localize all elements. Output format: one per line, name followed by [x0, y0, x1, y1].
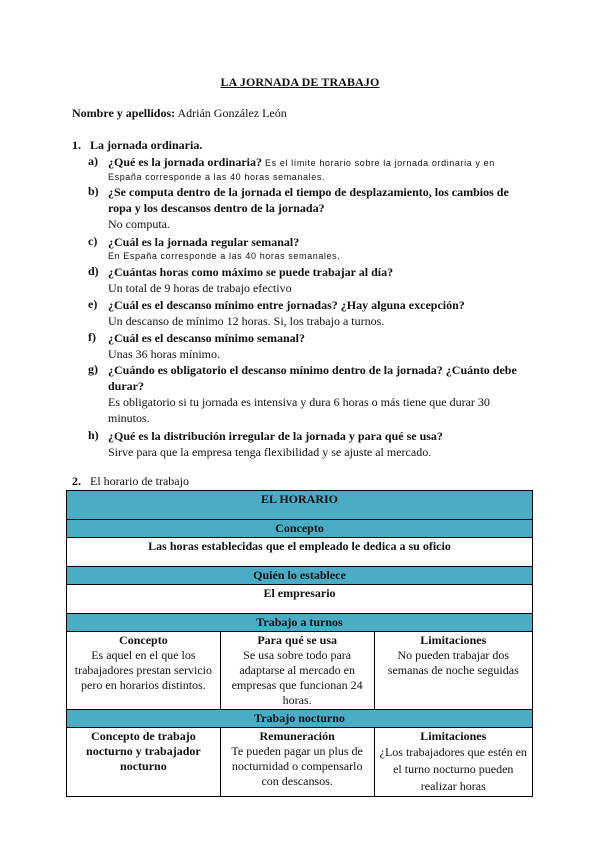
answer-f: Unas 36 horas mínimo.	[108, 347, 220, 361]
nocturno-remuneracion-cell	[220, 728, 374, 797]
section-1-heading: 1. La jornada ordinaria.	[72, 138, 203, 152]
answer-c: En España corresponde a las 40 horas semanales.	[108, 251, 341, 261]
answer-h: Sirve para que la empresa tenga flexibilidad y se ajuste al mercado.	[108, 445, 432, 459]
answer-a: España corresponde a las 40 horas semanales.	[108, 172, 326, 182]
quien-header: Quién lo establece	[67, 567, 533, 585]
question-b-text: ¿Se computa dentro de la jornada el tiempo de desplazamiento, los cambios de ropa y los descansos dentro de la jornada?	[108, 185, 509, 215]
question-f-text: ¿Cuál es el descanso mínimo semanal?	[108, 331, 306, 345]
answer-e: Un descanso de mínimo 12 horas. Si, los trabajo a turnos.	[108, 314, 385, 328]
question-g: g) ¿Cuándo es obligatorio el descanso mínimo dentro de la jornada? ¿Cuánto debe durar? Es obligatorio si tu jornada es intensiva y dura 6 horas o más tiene que durar 30 minutos.	[88, 362, 517, 425]
name-label: Nombre y apellidos:	[72, 106, 176, 120]
turnos-limitaciones-cell	[374, 632, 532, 710]
nocturno-header: Trabajo nocturno	[67, 710, 533, 728]
question-a-text: ¿Qué es la jornada ordinaria?	[108, 155, 263, 169]
name-line	[72, 106, 287, 121]
question-c-text: ¿Cuál es la jornada regular semanal?	[108, 235, 300, 249]
nocturno-limitaciones-cell	[374, 728, 532, 797]
question-b: b) ¿Se computa dentro de la jornada el tiempo de desplazamiento, los cambios de ropa y los descansos dentro de la jornada? No computa.	[88, 184, 518, 232]
horario-table	[66, 490, 533, 797]
answer-b: No computa.	[108, 217, 170, 231]
section-2-heading: 2. El horario de trabajo	[72, 474, 189, 488]
question-h-text: ¿Qué es la distribución irregular de la jornada y para qué se usa?	[108, 429, 443, 443]
name-value: Adrián González León	[177, 106, 287, 120]
turnos-header: Trabajo a turnos	[67, 614, 533, 632]
answer-a-inline: Es el límite horario sobre la jornada ordinaria y en	[265, 158, 495, 168]
question-c: c) ¿Cuál es la jornada regular semanal? En España corresponde a las 40 horas semanales.	[88, 234, 518, 262]
turnos-uso-cell	[220, 632, 374, 710]
turnos-limitaciones-title: Limitaciones	[420, 633, 487, 647]
horario-main-header: EL HORARIO	[67, 491, 533, 520]
turnos-limitaciones-text: No pueden trabajar dos semanas de noche seguidas	[387, 648, 519, 677]
question-h: h) ¿Qué es la distribución irregular de la jornada y para qué se usa? Sirve para que la empresa tenga flexibilidad y se ajuste al mercado.	[88, 428, 518, 460]
question-d-text: ¿Cuántas horas como máximo se puede trabajar al día?	[108, 265, 394, 279]
question-a: a) ¿Qué es la jornada ordinaria? Es el límite horario sobre la jornada ordinaria y en España corresponde a las 40 horas semanales.	[88, 154, 518, 183]
answer-g: Es obligatorio si tu jornada es intensiva y dura 6 horas o más tiene que durar 30 minutos.	[108, 395, 490, 425]
nocturno-concepto-title: Concepto de trabajo nocturno y trabajador nocturno	[86, 729, 201, 773]
turnos-uso-title: Para qué se usa	[257, 633, 337, 647]
concepto-header: Concepto	[67, 520, 533, 538]
answer-d: Un total de 9 horas de trabajo efectivo	[108, 281, 292, 295]
concepto-value: Las horas establecidas que el empleado le dedica a su oficio	[67, 538, 533, 567]
quien-value: El empresario	[67, 585, 533, 614]
question-e-text: ¿Cuál es el descanso mínimo entre jornadas? ¿Hay alguna excepción?	[108, 298, 465, 312]
question-g-text: ¿Cuándo es obligatorio el descanso mínimo dentro de la jornada? ¿Cuánto debe durar?	[108, 363, 517, 393]
turnos-concepto-title: Concepto	[119, 633, 168, 647]
turnos-concepto-cell	[67, 632, 221, 710]
document-title: LA JORNADA DE TRABAJO	[220, 75, 380, 89]
nocturno-limitaciones-title: Limitaciones	[420, 729, 487, 743]
nocturno-remuneracion-text: Te pueden pagar un plus de nocturnidad o compensarlo con descansos.	[231, 744, 363, 788]
question-d: d) ¿Cuántas horas como máximo se puede trabajar al día? Un total de 9 horas de trabajo efectivo	[88, 264, 518, 296]
turnos-concepto-text: Es aquel en el que los trabajadores prestan servicio pero en horarios distintos.	[74, 648, 213, 692]
turnos-uso-text: Se usa sobre todo para adaptarse al mercado en empresas que funcionan 24 horas.	[231, 648, 363, 707]
question-f: f) ¿Cuál es el descanso mínimo semanal? Unas 36 horas mínimo.	[88, 330, 518, 362]
nocturno-limitaciones-text: ¿Los trabajadores que estén en el turno nocturno pueden realizar horas	[379, 745, 527, 793]
question-e: e) ¿Cuál es el descanso mínimo entre jornadas? ¿Hay alguna excepción? Un descanso de mínimo 12 horas. Si, los trabajo a turnos.	[88, 297, 518, 329]
nocturno-remuneracion-title: Remuneración	[259, 729, 335, 743]
nocturno-concepto-cell	[67, 728, 221, 797]
